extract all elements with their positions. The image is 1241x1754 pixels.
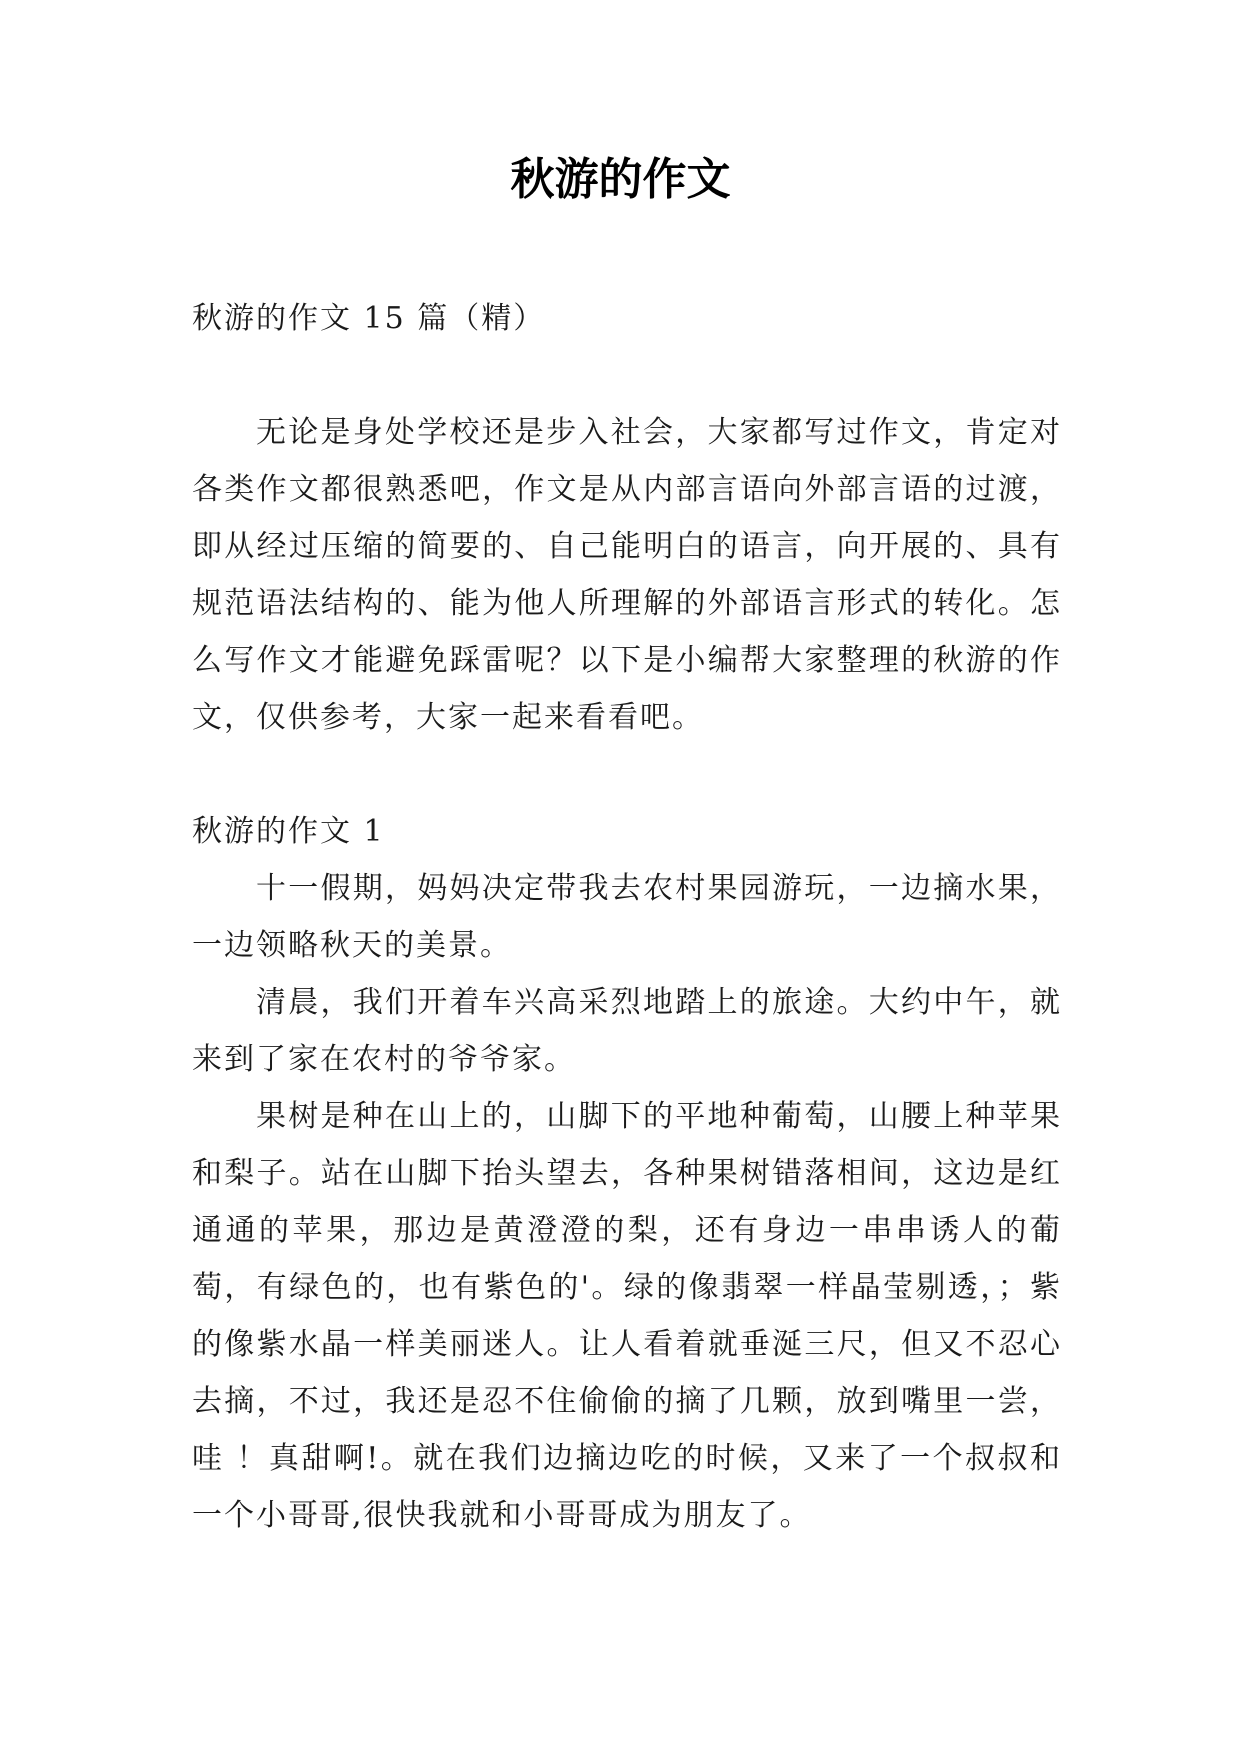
- section-heading: 秋游的作文 1: [192, 814, 385, 849]
- document-subtitle: 秋游的作文 15 篇（精）: [192, 301, 546, 336]
- document-title: 秋游的作文: [510, 154, 731, 205]
- intro-paragraph: 无论是身处学校还是步入社会，大家都写过作文，肯定对各类作文都很熟悉吧，作文是从内部言语向外部言语的过渡，即从经过压缩的简要的、自己能明白的语言，向开展的、具有规范语法结构的、能为他人所理解的外部语言形式的转化。怎么写作文才能避免踩雷呢？以下是小编帮大家整理的秋游的作文，仅供参考，大家一起来看看吧。: [192, 415, 1062, 735]
- document-body: [192, 290, 1062, 1544]
- body-paragraph: 十一假期，妈妈决定带我去农村果园游玩，一边摘水果，一边领略秋天的美景。: [192, 871, 1062, 963]
- body-paragraph: 清晨，我们开着车兴高采烈地踏上的旅途。大约中午，就来到了家在农村的爷爷家。: [192, 985, 1062, 1077]
- body-paragraph: 果树是种在山上的，山脚下的平地种葡萄，山腰上种苹果和梨子。站在山脚下抬头望去，各种果树错落相间，这边是红通通的苹果，那边是黄澄澄的梨，还有身边一串串诱人的葡萄，有绿色的，也有紫色的'。绿的像翡翠一样晶莹剔透，；紫的像紫水晶一样美丽迷人。让人看着就垂涎三尺，但又不忍心去摘，不过，我还是忍不住偷偷的摘了几颗，放到嘴里一尝，哇 ！真甜啊!。就在我们边摘边吃的时候，又来了一个叔叔和一个小哥哥,很快我就和小哥哥成为朋友了。: [192, 1099, 1062, 1533]
